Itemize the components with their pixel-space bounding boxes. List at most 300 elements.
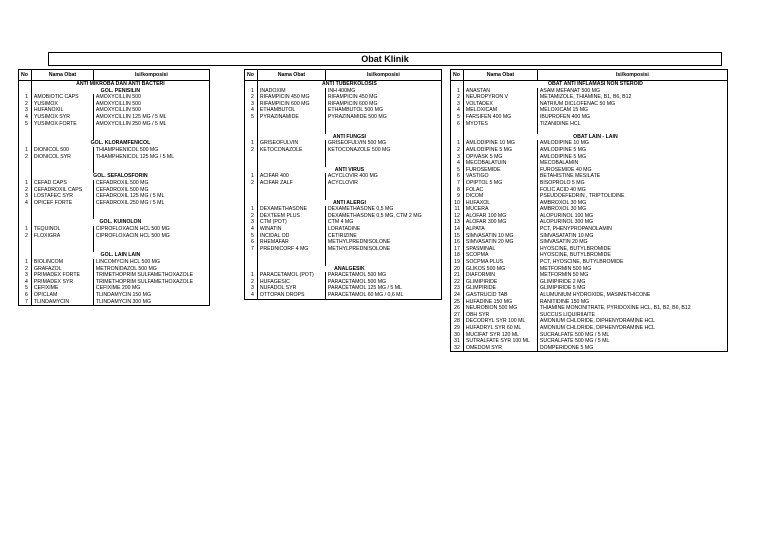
section-title-row: [245, 134, 442, 141]
drug-composition: CEFADROXIL 125 MG / 5 ML: [93, 193, 209, 200]
drug-composition: AMOXYCILLIN 500: [93, 101, 209, 108]
drug-name: CTM (POT): [257, 219, 325, 226]
row-number: 2: [245, 213, 258, 220]
row-number: 1: [245, 272, 258, 279]
cell-empty: [19, 219, 32, 226]
cell-empty: [451, 81, 464, 88]
table-row: [245, 180, 442, 187]
row-number: 13: [451, 219, 464, 226]
row-number: 29: [451, 325, 464, 332]
spacer-row: [245, 252, 442, 259]
section-heading: ANTI FUNGSI: [257, 134, 441, 141]
table-row: [19, 233, 210, 240]
section-title-row: [245, 266, 442, 273]
drug-composition: INH 400MG: [325, 88, 441, 95]
table-row: [245, 140, 442, 147]
drug-name: GLIKOS 500 MG: [463, 266, 537, 273]
drug-composition: AMONIUM CHLORIDE, DIPHENYDRAMINE HCL: [537, 325, 727, 332]
table-row: [19, 94, 210, 101]
page-title: Obat Klinik: [48, 52, 722, 66]
drug-name: AMLODIPINE 10 MG: [463, 140, 537, 147]
drug-composition: TLINDAMYCIN 150 MG: [93, 292, 209, 299]
section-subtitle-row: [19, 173, 210, 180]
row-number: [19, 239, 32, 246]
table-row: [451, 154, 728, 161]
drug-name: DECODRYL SYR 100 ML: [463, 318, 537, 325]
section-title-row: [245, 167, 442, 174]
drug-composition: METHYLPREDNISOLONE: [325, 246, 441, 253]
drug-name: ALOFAR 300 MG: [463, 219, 537, 226]
section-subtitle-row: [19, 140, 210, 147]
drug-composition: SUCCUS LIQUIRIIAITE: [537, 312, 727, 319]
row-number: 22: [451, 279, 464, 286]
drug-composition: PYRAZINAMIDE 500 MG: [325, 114, 441, 121]
drug-name: GLIMIPIRIDE: [463, 279, 537, 286]
row-number: 18: [451, 252, 464, 259]
row-number: 6: [451, 173, 464, 180]
spacer-row: [19, 206, 210, 213]
table-row: [245, 147, 442, 154]
table-row: [245, 173, 442, 180]
section-title-row: [19, 81, 210, 88]
drug-name: CEFAD CAPS: [31, 180, 93, 187]
row-number: [451, 127, 464, 134]
drug-composition: AMBROXOL 30 MG: [537, 206, 727, 213]
drug-name: ACIFAR 400: [257, 173, 325, 180]
spacer-row: [19, 160, 210, 167]
table-row: [245, 272, 442, 279]
table-row: [451, 187, 728, 194]
spacer-row: [245, 160, 442, 167]
section-heading: ANTI TUBERKOLOSIS: [257, 81, 441, 88]
drug-name: AMOBIOTIC CAPS: [31, 94, 93, 101]
table-row: [451, 200, 728, 207]
row-number: 1: [245, 173, 258, 180]
table-row: [451, 239, 728, 246]
section-heading: ANALGESIK: [257, 266, 441, 273]
header-nama-obat: Nama Obat: [463, 70, 537, 81]
drug-name: RIFAMPICIN 450 MG: [257, 94, 325, 101]
drug-name: [257, 121, 325, 128]
drug-name: MYOTES: [463, 121, 537, 128]
table-row: [245, 101, 442, 108]
drug-composition: NATRIUM DICLOFENAC 50 MG: [537, 101, 727, 108]
row-number: 2: [245, 94, 258, 101]
table-row: [451, 338, 728, 345]
row-number: 1: [245, 88, 258, 95]
drug-name: YUSIMOX FORTE: [31, 121, 93, 128]
drug-name: SCOPMA: [463, 252, 537, 259]
drug-composition: METFORMIN 500 MG: [537, 266, 727, 273]
row-number: 4: [19, 200, 32, 207]
table-row: [19, 154, 210, 161]
spacer-row: [19, 127, 210, 134]
drug-name: GRISEOFULVIN: [257, 140, 325, 147]
table-row: [245, 219, 442, 226]
drug-name: INCIDAL OD: [257, 233, 325, 240]
row-number: [245, 160, 258, 167]
cell-empty: [19, 88, 32, 95]
drug-name: [31, 160, 93, 167]
table-row: [451, 173, 728, 180]
drug-name: DIONICOL SYR: [31, 154, 93, 161]
row-number: 1: [245, 206, 258, 213]
table-row: [19, 187, 210, 194]
row-number: [245, 121, 258, 128]
drug-name: [257, 259, 325, 266]
table-row: [451, 180, 728, 187]
drug-composition: PCT, PHENYPROPANOLAMIN: [537, 226, 727, 233]
table-row: [451, 140, 728, 147]
table-row: [451, 318, 728, 325]
drug-composition: [325, 259, 441, 266]
drug-name: NUFADOL SYR: [257, 285, 325, 292]
drug-name: DICOM: [463, 193, 537, 200]
table-row: [451, 252, 728, 259]
row-number: [245, 259, 258, 266]
row-number: 16: [451, 239, 464, 246]
table-row: [451, 345, 728, 352]
header-nama-obat: Nama Obat: [31, 70, 93, 81]
drug-composition: GLIMIPIRIDE 2 MG: [537, 279, 727, 286]
drug-composition: CIPROFLOXACIN HCL 500 MG: [93, 233, 209, 240]
drug-name: OPICEF FORTE: [31, 200, 93, 207]
table-row: [19, 279, 210, 286]
row-number: 4: [245, 292, 258, 299]
spacer-row: [19, 134, 210, 141]
drug-composition: THIAMPHENICOL 500 MG: [93, 147, 209, 154]
drug-name: OPIPTOL 5 MG: [463, 180, 537, 187]
spacer-row: [19, 167, 210, 174]
section-subtitle-row: [19, 88, 210, 95]
drug-name: FARSIFEN 400 MG: [463, 114, 537, 121]
drug-table: [18, 69, 210, 306]
row-number: [19, 206, 32, 213]
drug-composition: IBUPROFEN 400 MG: [537, 114, 727, 121]
drug-name: [463, 127, 537, 134]
row-number: 3: [451, 154, 464, 161]
row-number: 7: [19, 299, 32, 306]
header-no: No: [19, 70, 32, 81]
drug-name: [257, 154, 325, 161]
drug-name: CEFIXIME: [31, 285, 93, 292]
row-number: 2: [245, 180, 258, 187]
drug-composition: CEFADROXIL 500 MG: [93, 187, 209, 194]
drug-composition: AMOXYCILLIN 500: [93, 107, 209, 114]
row-number: 3: [245, 101, 258, 108]
drug-name: [31, 127, 93, 134]
spacer-row: [245, 187, 442, 194]
table-row: [245, 239, 442, 246]
table-row: [245, 233, 442, 240]
row-number: 4: [19, 279, 32, 286]
drug-composition: LORATADINE: [325, 226, 441, 233]
row-number: 21: [451, 272, 464, 279]
drug-composition: RANITIDINE 150 MG: [537, 299, 727, 306]
table-row: [19, 101, 210, 108]
table-row: [245, 94, 442, 101]
spacer-row: [245, 259, 442, 266]
table-row: [19, 266, 210, 273]
section-title-row: [451, 81, 728, 88]
row-number: [19, 246, 32, 253]
table-row: [245, 292, 442, 299]
cell-empty: [245, 266, 258, 273]
row-number: 31: [451, 338, 464, 345]
row-number: 25: [451, 299, 464, 306]
drug-name: [31, 206, 93, 213]
drug-name: BIOLINCOM: [31, 259, 93, 266]
cell-empty: [245, 81, 258, 88]
drug-name: OPIVASK 5 MG: [463, 154, 537, 161]
drug-name: [31, 134, 93, 141]
drug-composition: HYOSCINE, BUTYLBROMIDE: [537, 252, 727, 259]
row-number: 15: [451, 233, 464, 240]
table-row: [19, 200, 210, 207]
drug-name: PRIMADEX FORTE: [31, 272, 93, 279]
table-row: [451, 94, 728, 101]
cell-empty: [19, 252, 32, 259]
table-row: [19, 226, 210, 233]
drug-composition: PARACETAMOL 60 MG / 0,6 ML: [325, 292, 441, 299]
drug-composition: TRIMETHOPRIM SULFAMETHOXAZOLE: [93, 272, 209, 279]
drug-composition: DOMPERIDONE 5 MG: [537, 345, 727, 352]
row-number: 32: [451, 345, 464, 352]
row-number: 14: [451, 226, 464, 233]
drug-name: VASTIGO: [463, 173, 537, 180]
table-row: [451, 305, 728, 312]
row-number: 4: [451, 107, 464, 114]
section-heading: GOL. KUINOLON: [31, 219, 209, 226]
row-number: [245, 187, 258, 194]
table-row: [19, 147, 210, 154]
drug-name: DEXTEEM PLUS: [257, 213, 325, 220]
section-heading: ANTI ALERGI: [257, 200, 441, 207]
row-number: [245, 154, 258, 161]
drug-composition: [325, 154, 441, 161]
spacer-row: [245, 121, 442, 128]
table-row: [451, 226, 728, 233]
drug-composition: CEFIXIME 200 MG: [93, 285, 209, 292]
drug-composition: [325, 187, 441, 194]
drug-name: [257, 127, 325, 134]
drug-composition: PCT, HYOSCINE, BUTYLBROMIDE: [537, 259, 727, 266]
row-number: 3: [245, 219, 258, 226]
row-number: 17: [451, 246, 464, 253]
drug-composition: HYOSCINE, BUTYLBROMIDE: [537, 246, 727, 253]
drug-composition: KETOCONAZOLE 500 MG: [325, 147, 441, 154]
table-row: [451, 233, 728, 240]
drug-name: [31, 246, 93, 253]
row-number: 1: [19, 180, 32, 187]
table-row: [19, 285, 210, 292]
drug-composition: BETAHISTINE MESILATE: [537, 173, 727, 180]
table-row: [451, 107, 728, 114]
drug-name: SOCPMA PLUS: [463, 259, 537, 266]
drug-composition: [325, 121, 441, 128]
drug-composition: TIZANIDINE HCL: [537, 121, 727, 128]
drug-composition: FUROSEMIDE 40 MG: [537, 167, 727, 174]
drug-name: ANASTAN: [463, 88, 537, 95]
drug-name: [31, 213, 93, 220]
drug-composition: AMOXYCILLIN 250 MG / 5 ML: [93, 121, 209, 128]
drug-composition: MELOXICAM 15 MG: [537, 107, 727, 114]
row-number: 3: [451, 101, 464, 108]
section-title-row: [245, 81, 442, 88]
row-number: 4: [451, 160, 464, 167]
section-title-row: [451, 134, 728, 141]
drug-composition: [93, 167, 209, 174]
row-number: 2: [245, 147, 258, 154]
drug-composition: [93, 239, 209, 246]
section-title-row: [245, 200, 442, 207]
drug-name: HUFADINE 150 MG: [463, 299, 537, 306]
row-number: 1: [19, 259, 32, 266]
drug-name: [257, 252, 325, 259]
drug-composition: THIAMINE MONONITRATE, PYRIDOXINE HCL, B1, B2, B6, B12: [537, 305, 727, 312]
drug-composition: RIFAMPICIN 450 MG: [325, 94, 441, 101]
drug-name: RIFAMPICIN 600 MG: [257, 101, 325, 108]
table-row: [451, 266, 728, 273]
spacer-row: [19, 213, 210, 220]
drug-composition: AMLODIPINE 10 MG: [537, 140, 727, 147]
table-row: [451, 312, 728, 319]
drug-name: YUSIMOX: [31, 101, 93, 108]
drug-composition: GRISEOFULVIN 500 MG: [325, 140, 441, 147]
section-heading: OBAT LAIN - LAIN: [463, 134, 727, 141]
table-row: [245, 107, 442, 114]
drug-name: PRIMADEX SYR: [31, 279, 93, 286]
row-number: 10: [451, 200, 464, 207]
cell-empty: [19, 81, 32, 88]
drug-name: SIMVASATIN 10 MG: [463, 233, 537, 240]
row-number: 5: [451, 167, 464, 174]
row-number: 6: [245, 239, 258, 246]
drug-name: HUFAGESIC: [257, 279, 325, 286]
table-row: [245, 213, 442, 220]
section-heading: GOL. LAIN LAIN: [31, 252, 209, 259]
header-row: [245, 70, 442, 81]
table-row: [245, 285, 442, 292]
drug-composition: [93, 213, 209, 220]
drug-composition: ASAM MEFANAT 500 MG: [537, 88, 727, 95]
table-row: [451, 147, 728, 154]
row-number: 27: [451, 312, 464, 319]
spacer-row: [19, 239, 210, 246]
drug-name: ETHAMBUTOL: [257, 107, 325, 114]
table-row: [245, 114, 442, 121]
row-number: [19, 160, 32, 167]
drug-composition: AMOXYCILLIN 500: [93, 94, 209, 101]
column-tuberkolosis-analgesik: [244, 69, 442, 300]
row-number: 2: [19, 101, 32, 108]
drug-composition: [325, 193, 441, 200]
drug-composition: PARACETAMOL 125 MG / 5 ML: [325, 285, 441, 292]
drug-name: YUSIMOX SYR: [31, 114, 93, 121]
table-row: [451, 246, 728, 253]
header-no: No: [245, 70, 258, 81]
drug-name: MUCIFAT SYR 120 ML: [463, 332, 537, 339]
table-row: [451, 101, 728, 108]
section-heading: ANTI VIRUS: [257, 167, 441, 174]
drug-composition: PSEUDOEFEDRIN , TRIPTOLIDINE: [537, 193, 727, 200]
cell-empty: [245, 200, 258, 207]
drug-composition: [93, 160, 209, 167]
drug-name: CEFADROXIL CAPS: [31, 187, 93, 194]
drug-table: [450, 69, 728, 352]
drug-name: GASTRUCID TAB: [463, 292, 537, 299]
drug-name: DEXAMETHASONE: [257, 206, 325, 213]
drug-name: PARACETAMOL (POT): [257, 272, 325, 279]
drug-name: PREDNICORF 4 MG: [257, 246, 325, 253]
drug-name: MELOXICAM: [463, 107, 537, 114]
drug-composition: [93, 246, 209, 253]
cell-empty: [19, 140, 32, 147]
row-number: 5: [245, 114, 258, 121]
drug-composition: CIPROFLOXACIN HCL 500 MG: [93, 226, 209, 233]
drug-composition: DEXAMETHASONE 0,5 MG, CTM 2 MG: [325, 213, 441, 220]
drug-composition: ETHAMBUTOL 500 MG: [325, 107, 441, 114]
table-row: [451, 332, 728, 339]
row-number: 3: [19, 193, 32, 200]
row-number: 1: [19, 94, 32, 101]
drug-composition: TRIMETHOPRIM SULFAMETHOXAZOLE: [93, 279, 209, 286]
drug-name: TLINDAMYCIN: [31, 299, 93, 306]
row-number: 3: [19, 272, 32, 279]
row-number: [245, 127, 258, 134]
table-row: [451, 272, 728, 279]
row-number: 30: [451, 332, 464, 339]
cell-empty: [451, 134, 464, 141]
spacer-row: [19, 246, 210, 253]
row-number: 2: [451, 94, 464, 101]
table-row: [19, 272, 210, 279]
drug-name: AMLODIPINE 5 MG: [463, 147, 537, 154]
drug-composition: SIMVASATIN 20 MG: [537, 239, 727, 246]
row-number: 19: [451, 259, 464, 266]
row-number: 11: [451, 206, 464, 213]
row-number: 8: [451, 187, 464, 194]
drug-composition: CTM 4 MG: [325, 219, 441, 226]
drug-name: [257, 160, 325, 167]
table-row: [245, 246, 442, 253]
row-number: 6: [451, 121, 464, 128]
section-heading: GOL. SEFALOSFORIN: [31, 173, 209, 180]
drug-name: NEUROPYRON V: [463, 94, 537, 101]
drug-name: MUCERA: [463, 206, 537, 213]
drug-name: ALPATA: [463, 226, 537, 233]
header-row: [19, 70, 210, 81]
row-number: 4: [245, 107, 258, 114]
drug-name: FUROSEMIDE: [463, 167, 537, 174]
row-number: 2: [19, 233, 32, 240]
drug-name: HUFADRYL SYR 60 ML: [463, 325, 537, 332]
drug-name: INADOXIM: [257, 88, 325, 95]
row-number: 1: [451, 88, 464, 95]
drug-composition: BISOPROLO 5 MG: [537, 180, 727, 187]
drug-composition: METHYLPREDNISOLONE: [325, 239, 441, 246]
row-number: 1: [451, 140, 464, 147]
row-number: 2: [245, 279, 258, 286]
drug-composition: PARACETAMOL 500 MG: [325, 272, 441, 279]
row-number: 5: [451, 114, 464, 121]
row-number: 28: [451, 318, 464, 325]
drug-composition: METFORMIN 50 MG: [537, 272, 727, 279]
section-subtitle-row: [19, 219, 210, 226]
drug-composition: DEXAMETHASONE 0,5 MG: [325, 206, 441, 213]
section-subtitle-row: [19, 252, 210, 259]
drug-composition: ALOPURINOL 100 MG: [537, 213, 727, 220]
